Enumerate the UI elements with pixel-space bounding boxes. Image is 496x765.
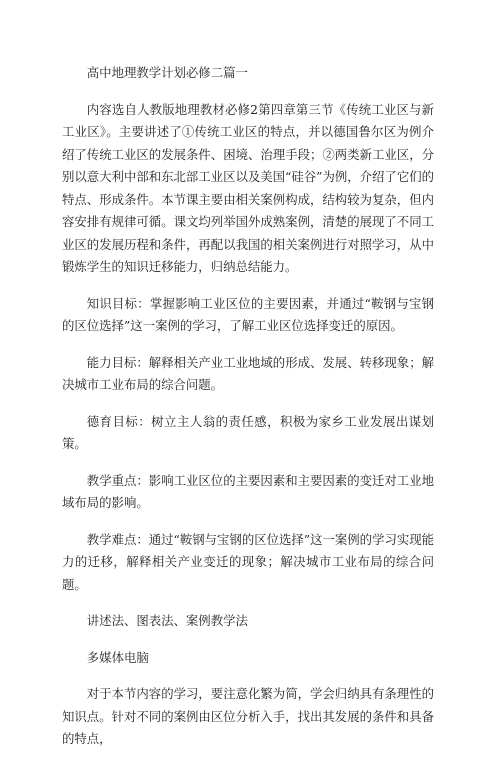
methods-paragraph: 讲述法、图表法、案例教学法 — [86, 613, 248, 628]
document-body — [62, 62, 434, 765]
moral-goal-paragraph: 德育目标：树立主人翁的责任感，积极为家乡工业发展出谋划策。 — [62, 413, 434, 451]
intro-paragraph: 内容选自人教版地理教材必修2第四章第三节《传统工业区与新工业区》。主要讲述了①传统工业区的特点，并以德国鲁尔区为例介绍了传统工业区的发展条件、困境、治理手段；②两类新工业区，分别以意大利中部和东北部工业区以及美国“硅谷”为例，介绍了它们的特点、形成条件。本节课主要由相关案例构成，结构较为复杂，但内容安排有规律可循。课文均列举国外成熟案例，清楚的展现了不同工业区的发展历程和条件，再配以我国的相关案例进行对照学习，从中锻炼学生的知识迁移能力，归纳总结能力。 — [62, 101, 434, 274]
ability-goal-paragraph: 能力目标：解释相关产业工业地域的形成、发展、转移现象；解决城市工业布局的综合问题。 — [62, 354, 434, 392]
key-point-paragraph: 教学重点：影响工业区位的主要因素和主要因素的变迁对工业地域布局的影响。 — [62, 472, 434, 510]
difficulty-paragraph: 教学难点：通过“鞍钢与宝钢的区位选择”这一案例的学习实现能力的迁移，解释相关产业变迁的现象；解决城市工业布局的综合问题。 — [62, 531, 435, 592]
equipment-paragraph: 多媒体电脑 — [86, 649, 149, 665]
knowledge-goal-paragraph: 知识目标：掌握影响工业区位的主要因素，并通过“鞍钢与宝钢的区位选择”这一案例的学习，了解工业区位选择变迁的原因。 — [62, 295, 434, 333]
document-title: 高中地理教学计划必修二篇一 — [86, 65, 248, 80]
summary-paragraph: 对于本节内容的学习，要注意化繁为简，学会归纳具有条理性的知识点。针对不同的案例由区位分析入手，找出其发展的条件和具备的特点， — [62, 686, 434, 746]
